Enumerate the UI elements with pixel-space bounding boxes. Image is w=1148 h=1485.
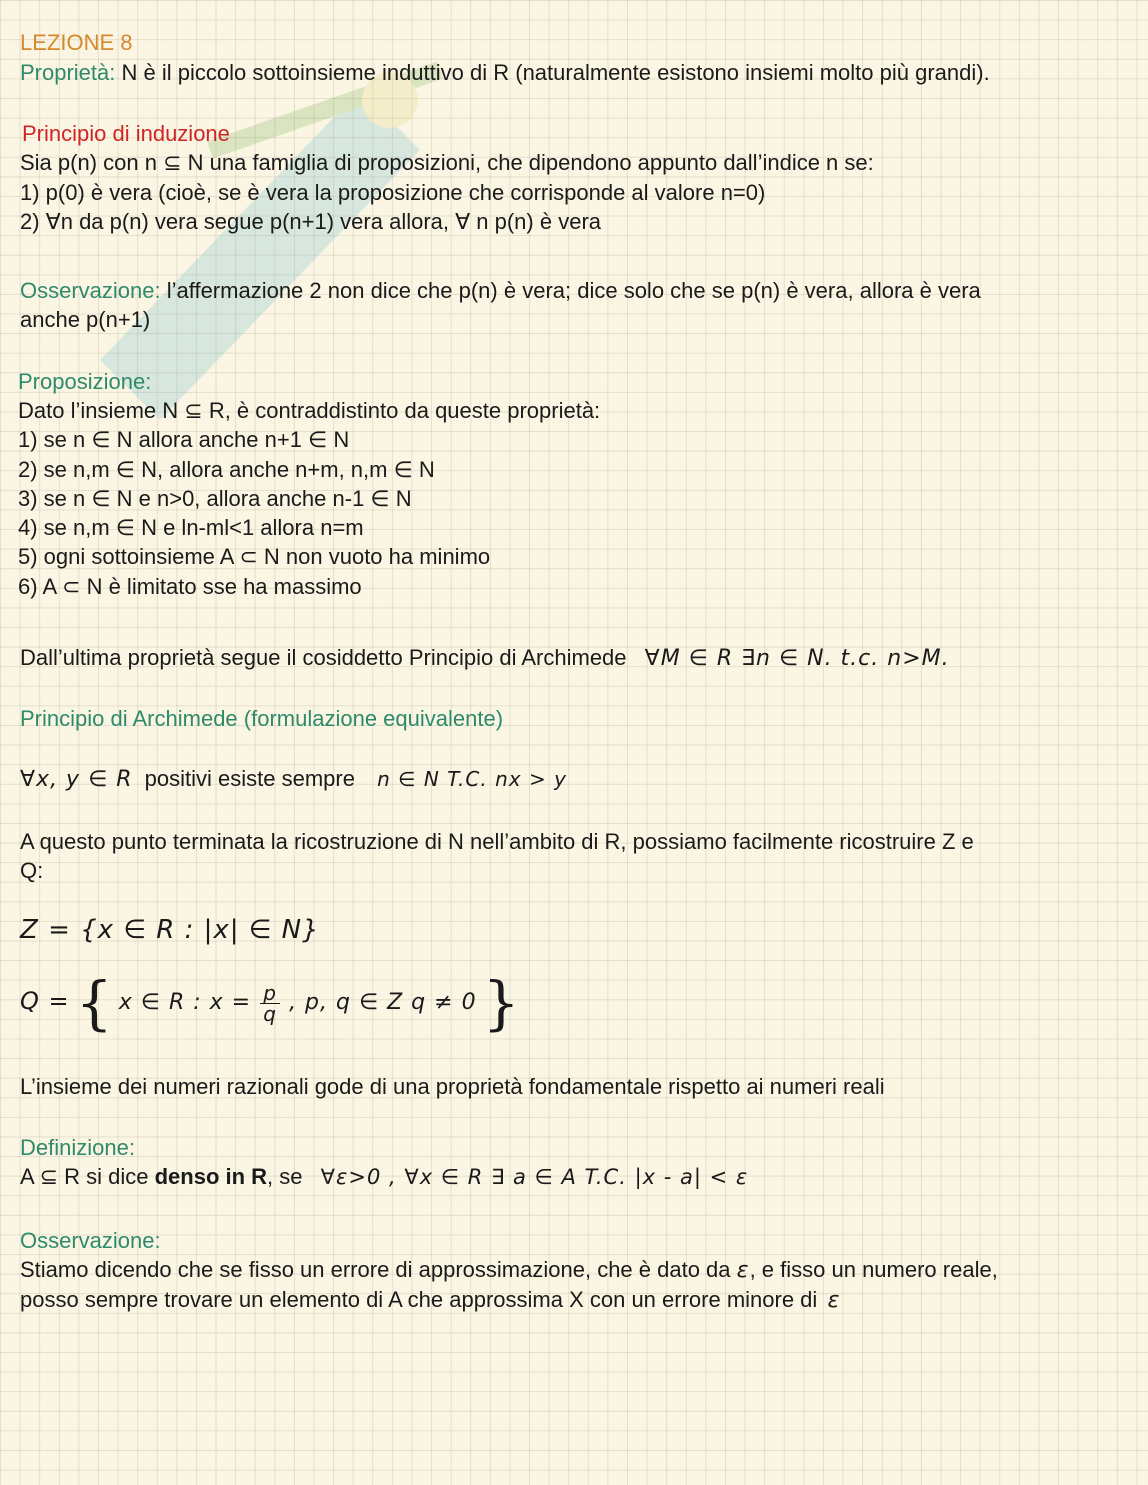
q-set-left: Q = (20, 987, 70, 1015)
observation-2-line-1 (20, 1257, 998, 1284)
induction-title: Principio di induzione (22, 121, 230, 146)
archimedes-equiv-title: Principio di Archimede (formulazione equivalente) (20, 706, 504, 731)
proposition-intro: Dato l’insieme N ⊆ R, è contraddistinto da queste proprietà: (18, 398, 601, 423)
archimedes-intro-line (20, 645, 950, 672)
induction-line-1: Sia p(n) con n ⊆ N una famiglia di proposizioni, che dipendono appunto dall’indice n se: (20, 150, 874, 175)
q-set-body: x ∈ R : x = (118, 990, 252, 1015)
reconstruction-line-1: A questo punto terminata la ricostruzione di N nell’ambito di R, possiamo facilmente ricostruire Z e (20, 829, 974, 854)
proposition-label: Proposizione: (18, 369, 152, 394)
property-line (20, 60, 990, 86)
property-text: N è il piccolo sottoinsieme induttivo di R (naturalmente esistono insiemi molto più grandi). (115, 60, 990, 85)
observation-1-label: Osservazione: (20, 278, 161, 303)
q-set-numerator: p (260, 983, 280, 1004)
proposition-item: 6) A ⊂ N è limitato sse ha massimo (18, 574, 362, 599)
induction-line-2: 1) p(0) è vera (cioè, se è vera la proposizione che corrisponde al valore n=0) (20, 180, 766, 205)
proposition-item: 1) se n ∈ N allora anche n+1 ∈ N (18, 427, 350, 452)
archimedes-equiv-line (20, 766, 567, 793)
proposition-item: 2) se n,m ∈ N, allora anche n+m, n,m ∈ N (18, 457, 435, 482)
observation-2-line-1-b: , e fisso un numero reale, (749, 1257, 998, 1282)
archimedes-formula: ∀M ∈ R ∃n ∈ N. t.c. n>M. (644, 646, 950, 671)
observation-2-line-2 (20, 1287, 840, 1314)
q-set-tail: , p, q ∈ Z q ≠ 0 (289, 990, 477, 1015)
q-set-denominator: q (263, 1001, 277, 1026)
archimedes-equiv-text: positivi esiste sempre (144, 766, 355, 791)
observation-1-text-2: anche p(n+1) (20, 307, 151, 332)
proposition-item: 3) se n ∈ N e n>0, allora anche n-1 ∈ N (18, 486, 412, 511)
definition-bold: denso in R (154, 1164, 268, 1189)
definition-suffix: , se (267, 1164, 303, 1189)
observation-2-line-2-a: posso sempre trovare un elemento di A che approssima X con un errore minore di (20, 1287, 818, 1312)
observation-2-label: Osservazione: (20, 1228, 161, 1253)
definition-hw-formula: ∀ε>0 , ∀x ∈ R ∃ a ∈ A T.C. |x - a| < ε (320, 1165, 749, 1189)
epsilon-symbol: ε (827, 1288, 841, 1313)
observation-1-line (20, 278, 981, 304)
q-set-open-brace: { (75, 969, 113, 1038)
lesson-title: LEZIONE 8 (20, 30, 133, 55)
archimedes-equiv-hw-left: ∀x, y ∈ R (20, 767, 133, 792)
definition-line (20, 1164, 748, 1190)
definition-prefix: A ⊆ R si dice (20, 1164, 155, 1189)
archimedes-equiv-hw-right: n ∈ N T.C. nx > y (377, 767, 567, 791)
observation-1-text: l’affermazione 2 non dice che p(n) è vera; dice solo che se p(n) è vera, allora è vera (160, 278, 981, 303)
induction-line-3: 2) ∀n da p(n) vera segue p(n+1) vera allora, ∀ n p(n) è vera (20, 209, 602, 234)
proposition-item: 4) se n,m ∈ N e ln-ml<1 allora n=m (18, 515, 364, 540)
q-set-close-brace: } (482, 969, 520, 1038)
q-set-fraction (260, 980, 280, 1026)
archimedes-intro-text: Dall’ultima proprietà segue il cosiddetto Principio di Archimede (20, 645, 627, 670)
definition-label: Definizione: (20, 1135, 135, 1160)
z-set-formula: Z = {x ∈ R : |x| ∈ N} (20, 915, 320, 945)
observation-2-line-1-a: Stiamo dicendo che se fisso un errore di approssimazione, che è dato da (20, 1257, 731, 1282)
proposition-item: 5) ogni sottoinsieme A ⊂ N non vuoto ha minimo (18, 544, 491, 569)
reconstruction-line-2: Q: (20, 858, 44, 883)
rationals-text: L’insieme dei numeri razionali gode di una proprietà fondamentale rispetto ai numeri reali (20, 1074, 885, 1099)
epsilon-symbol: ε (736, 1258, 750, 1283)
property-label: Proprietà: (20, 60, 116, 85)
q-set-formula (20, 965, 520, 1037)
